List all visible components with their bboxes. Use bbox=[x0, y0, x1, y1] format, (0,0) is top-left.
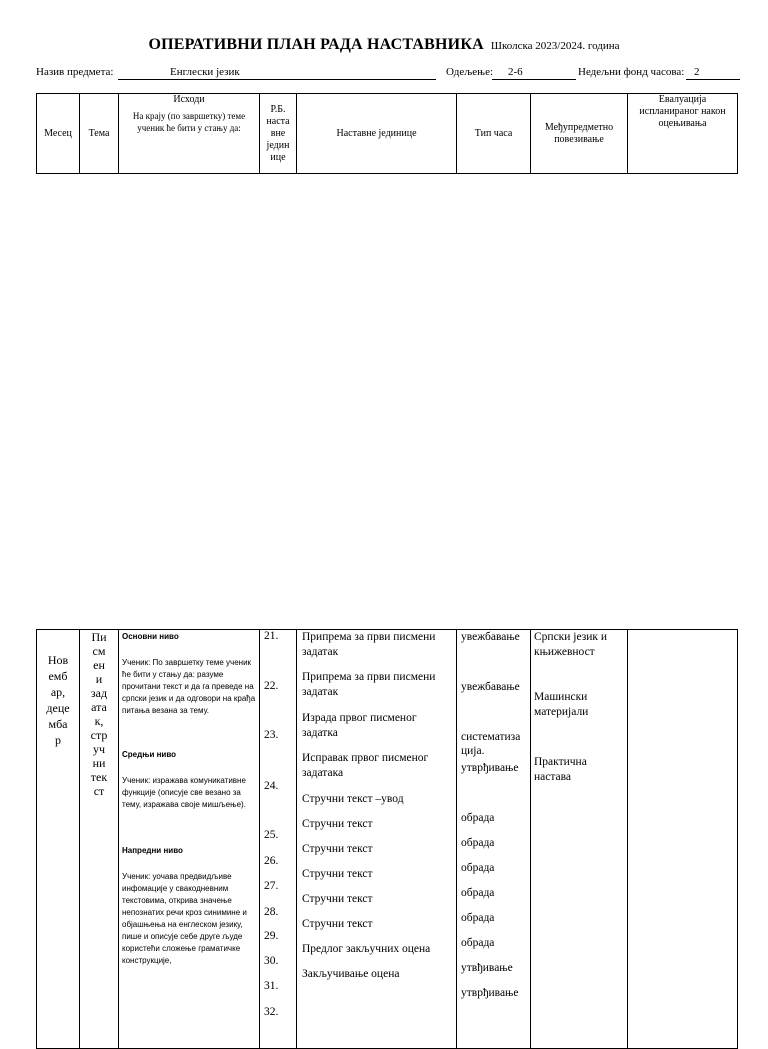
month-line: Нов bbox=[47, 653, 69, 667]
cross-cell bbox=[531, 630, 628, 1049]
col-units: Наставне јединице bbox=[297, 94, 457, 174]
unit-text: Стручни текст bbox=[302, 818, 373, 830]
outcomes-cell bbox=[119, 630, 260, 1049]
month-line: р bbox=[55, 733, 61, 747]
topic-line: к, bbox=[94, 714, 104, 728]
cross-text: настава bbox=[534, 771, 572, 783]
unit-text: задатак bbox=[302, 686, 339, 698]
unit-number: 23. bbox=[264, 729, 279, 741]
col-rb-line: вне bbox=[270, 127, 286, 139]
unit-text: Предлог закључних оцена bbox=[302, 943, 431, 955]
type-item: обрада bbox=[461, 837, 495, 849]
type-item: обрада bbox=[461, 912, 495, 924]
unit-number: 32. bbox=[264, 1006, 279, 1018]
topic-line: и bbox=[95, 672, 103, 686]
topic-line: см bbox=[92, 644, 106, 658]
table-row bbox=[37, 630, 738, 1049]
col-rb bbox=[260, 94, 297, 174]
col-rb-line: ице bbox=[270, 151, 286, 163]
unit-number: 24. bbox=[264, 780, 279, 792]
unit-text: задатака bbox=[302, 767, 344, 779]
class-field bbox=[492, 66, 576, 80]
type-item: обрада bbox=[461, 862, 495, 874]
type-item: обрада bbox=[461, 937, 495, 949]
month-line: мба bbox=[48, 717, 68, 731]
col-cross-line: повезивање bbox=[554, 133, 604, 145]
unit-number: 27. bbox=[264, 880, 279, 892]
weekly-value: 2 bbox=[694, 66, 700, 78]
col-rb-line: Р.Б. bbox=[270, 103, 286, 115]
info-line bbox=[36, 66, 741, 82]
unit-text: Стручни текст bbox=[302, 868, 373, 880]
subject-field bbox=[118, 66, 436, 80]
unit-text: задатка bbox=[302, 727, 338, 739]
unit-text: Стручни текст bbox=[302, 893, 373, 905]
type-item: ција. bbox=[461, 745, 485, 757]
unit-number: 30. bbox=[264, 955, 279, 967]
class-label: Одељење: bbox=[446, 66, 494, 78]
unit-number: 26. bbox=[264, 855, 279, 867]
title-main: ОПЕРАТИВНИ ПЛАН РАДА НАСТАВНИКА bbox=[148, 36, 484, 53]
cross-text: Српски језик и bbox=[534, 631, 608, 643]
unit-text: Исправак првог писменог bbox=[302, 752, 429, 764]
cross-text: књижевност bbox=[534, 646, 595, 658]
mid-level-title: Средњи ниво bbox=[122, 750, 177, 759]
type-item: утврђивање bbox=[461, 987, 519, 999]
header-table bbox=[36, 93, 738, 174]
type-cell bbox=[457, 630, 531, 1049]
unit-text: Израда првог писменог bbox=[302, 712, 417, 724]
adv-level-text: Ученик: уочава предвидљиве инфомације у свакодневним текстовима, открива значење непознатих речи кроз синимине и објашњења на енглеском језику, пише и описује себе друге људе користећи сложење граматичке конструкције, bbox=[122, 872, 247, 965]
topic-line: ата bbox=[91, 700, 107, 714]
unit-text: Стручни текст bbox=[302, 918, 373, 930]
cross-text: материјали bbox=[534, 706, 589, 718]
unit-item bbox=[302, 711, 417, 741]
month-line: ар, bbox=[50, 685, 66, 699]
type-item: утвђивање bbox=[461, 962, 513, 974]
col-eval-line: оцењивања bbox=[658, 118, 707, 129]
basic-level-text: Ученик: По завршетку теме ученик ће бити у стању да: разуме прочитани текст и да га преведе на српски језик и да одговори на крађа питања везана за тему. bbox=[122, 658, 256, 715]
unit-item bbox=[302, 751, 428, 781]
basic-level-title: Основни ниво bbox=[122, 632, 179, 641]
month-line: емб bbox=[48, 669, 68, 683]
col-outcomes-title: Исходи bbox=[173, 94, 205, 105]
unit-number: 22. bbox=[264, 680, 279, 692]
subject-label: Назив предмета: bbox=[36, 66, 114, 78]
unit-text: задатак bbox=[302, 646, 339, 658]
col-rb-line: наста bbox=[266, 115, 290, 127]
school-year: Школска 2023/2024. година bbox=[490, 40, 620, 52]
unit-text: Припрема за први писмени bbox=[302, 671, 436, 683]
units-cell bbox=[297, 630, 457, 1049]
col-eval-line: Евалуација bbox=[658, 94, 707, 105]
month-cell bbox=[37, 630, 80, 1049]
topic-line: ен bbox=[93, 658, 105, 672]
col-topic: Тема bbox=[80, 94, 119, 174]
cross-text: Практична bbox=[534, 756, 587, 768]
col-outcomes-sub: На крају (по завршетку) теме ученик ће бити у стању да: bbox=[132, 111, 246, 133]
type-item: обрада bbox=[461, 812, 495, 824]
topic-line: ст bbox=[93, 784, 105, 798]
type-item: увежбавање bbox=[461, 631, 520, 643]
mid-level-text: Ученик: изражава комуникативне функције (описује све везано за тему, изражава своје мишљење). bbox=[122, 776, 246, 809]
unit-number: 29. bbox=[264, 930, 279, 942]
col-outcomes bbox=[119, 94, 260, 174]
unit-number: 25. bbox=[264, 829, 279, 841]
col-type: Тип часа bbox=[457, 94, 531, 174]
month-line: деце bbox=[46, 701, 70, 715]
col-cross bbox=[531, 94, 628, 174]
numbers-cell bbox=[260, 630, 297, 1049]
col-evaluation bbox=[628, 94, 738, 174]
weekly-label: Недељни фонд часова: bbox=[578, 66, 685, 78]
unit-text: Стручни текст –увод bbox=[302, 793, 404, 805]
subject-value: Енглески језик bbox=[170, 66, 240, 78]
unit-item bbox=[302, 670, 435, 700]
class-value: 2-6 bbox=[508, 66, 523, 78]
plan-table bbox=[36, 629, 738, 1049]
unit-number: 31. bbox=[264, 980, 279, 992]
type-item: систематиза bbox=[461, 731, 521, 743]
type-item: утврђивање bbox=[461, 762, 519, 774]
topic-line: стр bbox=[90, 728, 108, 742]
unit-text: Припрема за први писмени bbox=[302, 631, 436, 643]
unit-item bbox=[302, 630, 435, 660]
unit-number: 28. bbox=[264, 906, 279, 918]
type-item: обрада bbox=[461, 887, 495, 899]
topic-line: уч bbox=[92, 742, 106, 756]
unit-text: Закључивање оцена bbox=[302, 968, 400, 980]
adv-level-title: Напредни ниво bbox=[122, 846, 183, 855]
evaluation-cell bbox=[628, 630, 738, 1049]
topic-cell bbox=[80, 630, 119, 1049]
topic-line: ни bbox=[92, 756, 106, 770]
type-item: увежбавање bbox=[461, 681, 520, 693]
col-month: Месец bbox=[37, 94, 80, 174]
col-eval-line: испланираног након bbox=[639, 106, 726, 117]
col-rb-line: једин bbox=[266, 139, 290, 151]
page-title bbox=[0, 36, 768, 54]
topic-line: зад bbox=[90, 686, 108, 700]
topic-line: тек bbox=[90, 770, 108, 784]
topic-line: Пи bbox=[91, 630, 107, 644]
unit-text: Стручни текст bbox=[302, 843, 373, 855]
cross-text: Машински bbox=[534, 691, 588, 703]
unit-number: 21. bbox=[264, 630, 279, 642]
col-cross-line: Међупредметно bbox=[544, 121, 614, 133]
